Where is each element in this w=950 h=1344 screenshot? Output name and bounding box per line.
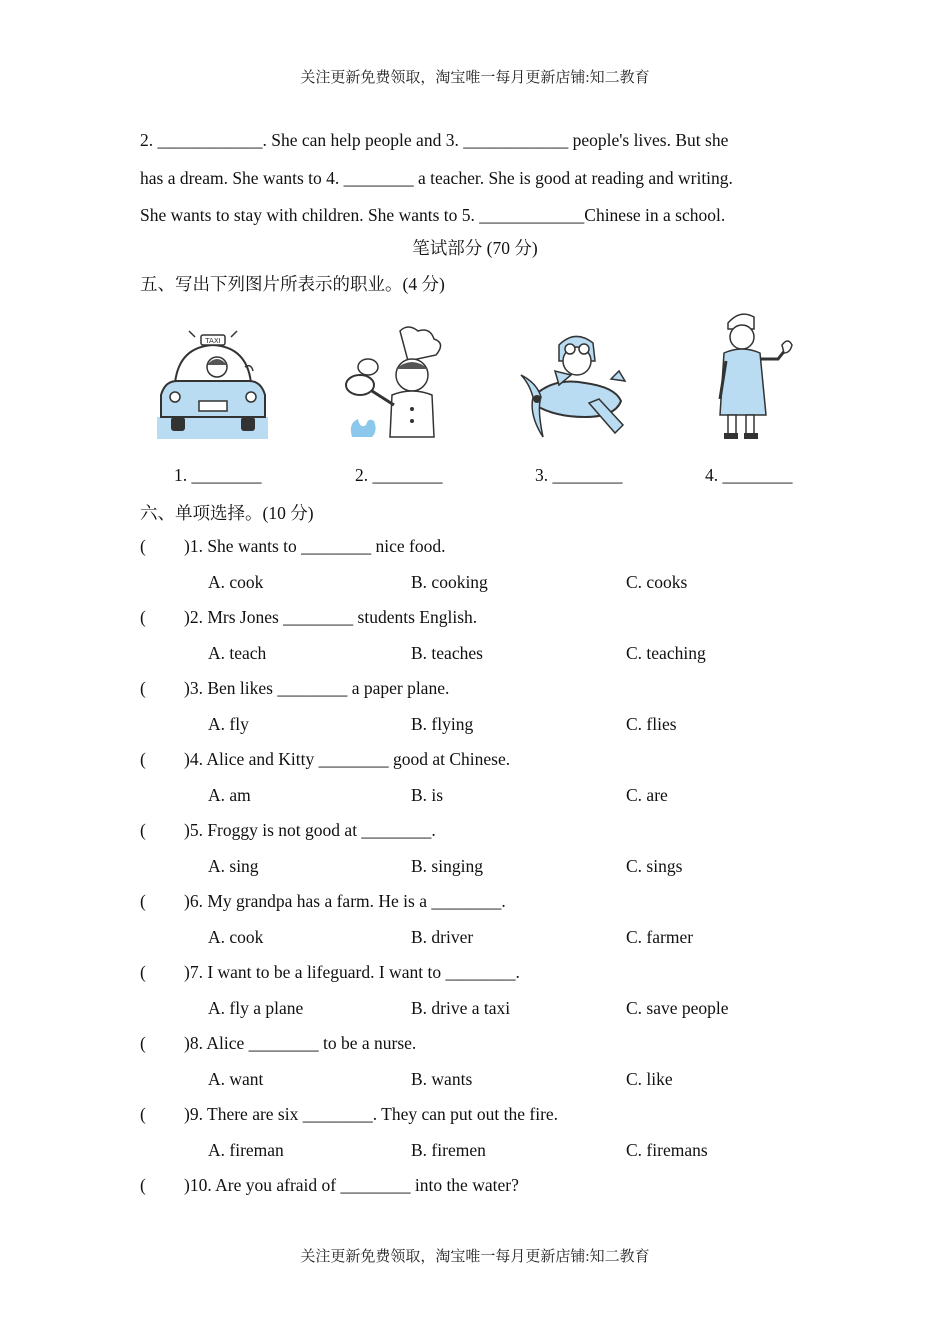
option-a[interactable]: A. cook (208, 927, 264, 947)
question-stem: )1. She wants to ________ nice food. (184, 536, 446, 556)
answer-bracket[interactable]: ( (140, 1104, 146, 1124)
option-a[interactable]: A. fly (208, 714, 249, 734)
picture-4-answer[interactable]: 4. ________ (705, 465, 793, 485)
option-a[interactable]: A. am (208, 785, 251, 805)
answer-bracket[interactable]: ( (140, 962, 146, 982)
option-c[interactable]: C. firemans (626, 1140, 708, 1160)
section-5-title: 五、写出下列图片所表示的职业。(4 分) (140, 274, 445, 294)
pilot-picture (515, 325, 630, 441)
taxi-sign-text: TAXI (205, 337, 221, 345)
option-a[interactable]: A. sing (208, 856, 259, 876)
answer-bracket[interactable]: ( (140, 607, 146, 627)
option-a[interactable]: A. fly a plane (208, 998, 304, 1018)
question-stem: )2. Mrs Jones ________ students English. (184, 607, 478, 627)
option-a[interactable]: A. want (208, 1069, 264, 1089)
option-b[interactable]: B. drive a taxi (411, 998, 511, 1018)
question-stem: )9. There are six ________. They can put out the fire. (184, 1104, 559, 1124)
option-c[interactable]: C. farmer (626, 927, 694, 947)
question-stem: )10. Are you afraid of ________ into the water? (184, 1175, 519, 1195)
answer-bracket[interactable]: ( (140, 749, 146, 769)
doctor-picture (710, 307, 795, 442)
answer-bracket[interactable]: ( (140, 891, 146, 911)
option-c[interactable]: C. sings (626, 856, 683, 876)
section-6-title: 六、单项选择。(10 分) (140, 503, 314, 523)
option-b[interactable]: B. flying (411, 714, 474, 734)
passage-line: 2. ____________. She can help people and 3. ____________ people's lives. But she (140, 130, 729, 150)
written-part-title: 笔试部分 (70 分) (412, 238, 538, 258)
option-c[interactable]: C. like (626, 1069, 673, 1089)
reading-passage (140, 122, 810, 235)
option-c[interactable]: C. flies (626, 714, 677, 734)
passage-line: has a dream. She wants to 4. ________ a teacher. She is good at reading and writing. (140, 167, 733, 188)
option-a[interactable]: A. teach (208, 643, 267, 663)
picture-1-answer[interactable]: 1. ________ (174, 465, 262, 485)
answer-bracket[interactable]: ( (140, 820, 146, 840)
option-c[interactable]: C. are (626, 785, 668, 805)
question-stem: )4. Alice and Kitty ________ good at Chinese. (184, 749, 511, 769)
taxi-driver-picture (155, 325, 270, 441)
option-b[interactable]: B. driver (411, 927, 474, 947)
option-b[interactable]: B. teaches (411, 643, 483, 663)
option-b[interactable]: B. is (411, 785, 444, 805)
option-c[interactable]: C. save people (626, 998, 729, 1018)
picture-3-answer[interactable]: 3. ________ (535, 465, 623, 485)
passage-line: She wants to stay with children. She wants to 5. ____________Chinese in a school. (140, 205, 726, 225)
answer-bracket[interactable]: ( (140, 1175, 146, 1195)
option-b[interactable]: B. singing (411, 856, 483, 876)
option-b[interactable]: B. firemen (411, 1140, 486, 1160)
answer-bracket[interactable]: ( (140, 536, 146, 556)
question-stem: )7. I want to be a lifeguard. I want to ________. (184, 962, 520, 982)
option-b[interactable]: B. cooking (411, 572, 488, 592)
option-c[interactable]: C. cooks (626, 572, 688, 592)
cook-picture (338, 325, 448, 441)
question-stem: )8. Alice ________ to be a nurse. (184, 1033, 417, 1053)
question-stem: )6. My grandpa has a farm. He is a ________. (184, 891, 506, 911)
option-b[interactable]: B. wants (411, 1069, 473, 1089)
answer-bracket[interactable]: ( (140, 678, 146, 698)
page-header: 关注更新免费领取，淘宝唯一每月更新店铺:知二教育 (300, 70, 650, 86)
question-stem: )5. Froggy is not good at ________. (184, 820, 436, 840)
answer-bracket[interactable]: ( (140, 1033, 146, 1053)
option-a[interactable]: A. cook (208, 572, 264, 592)
question-stem: )3. Ben likes ________ a paper plane. (184, 678, 450, 698)
page-footer: 关注更新免费领取，淘宝唯一每月更新店铺:知二教育 (300, 1249, 650, 1265)
option-c[interactable]: C. teaching (626, 643, 706, 663)
picture-2-answer[interactable]: 2. ________ (355, 465, 443, 485)
option-a[interactable]: A. fireman (208, 1140, 284, 1160)
